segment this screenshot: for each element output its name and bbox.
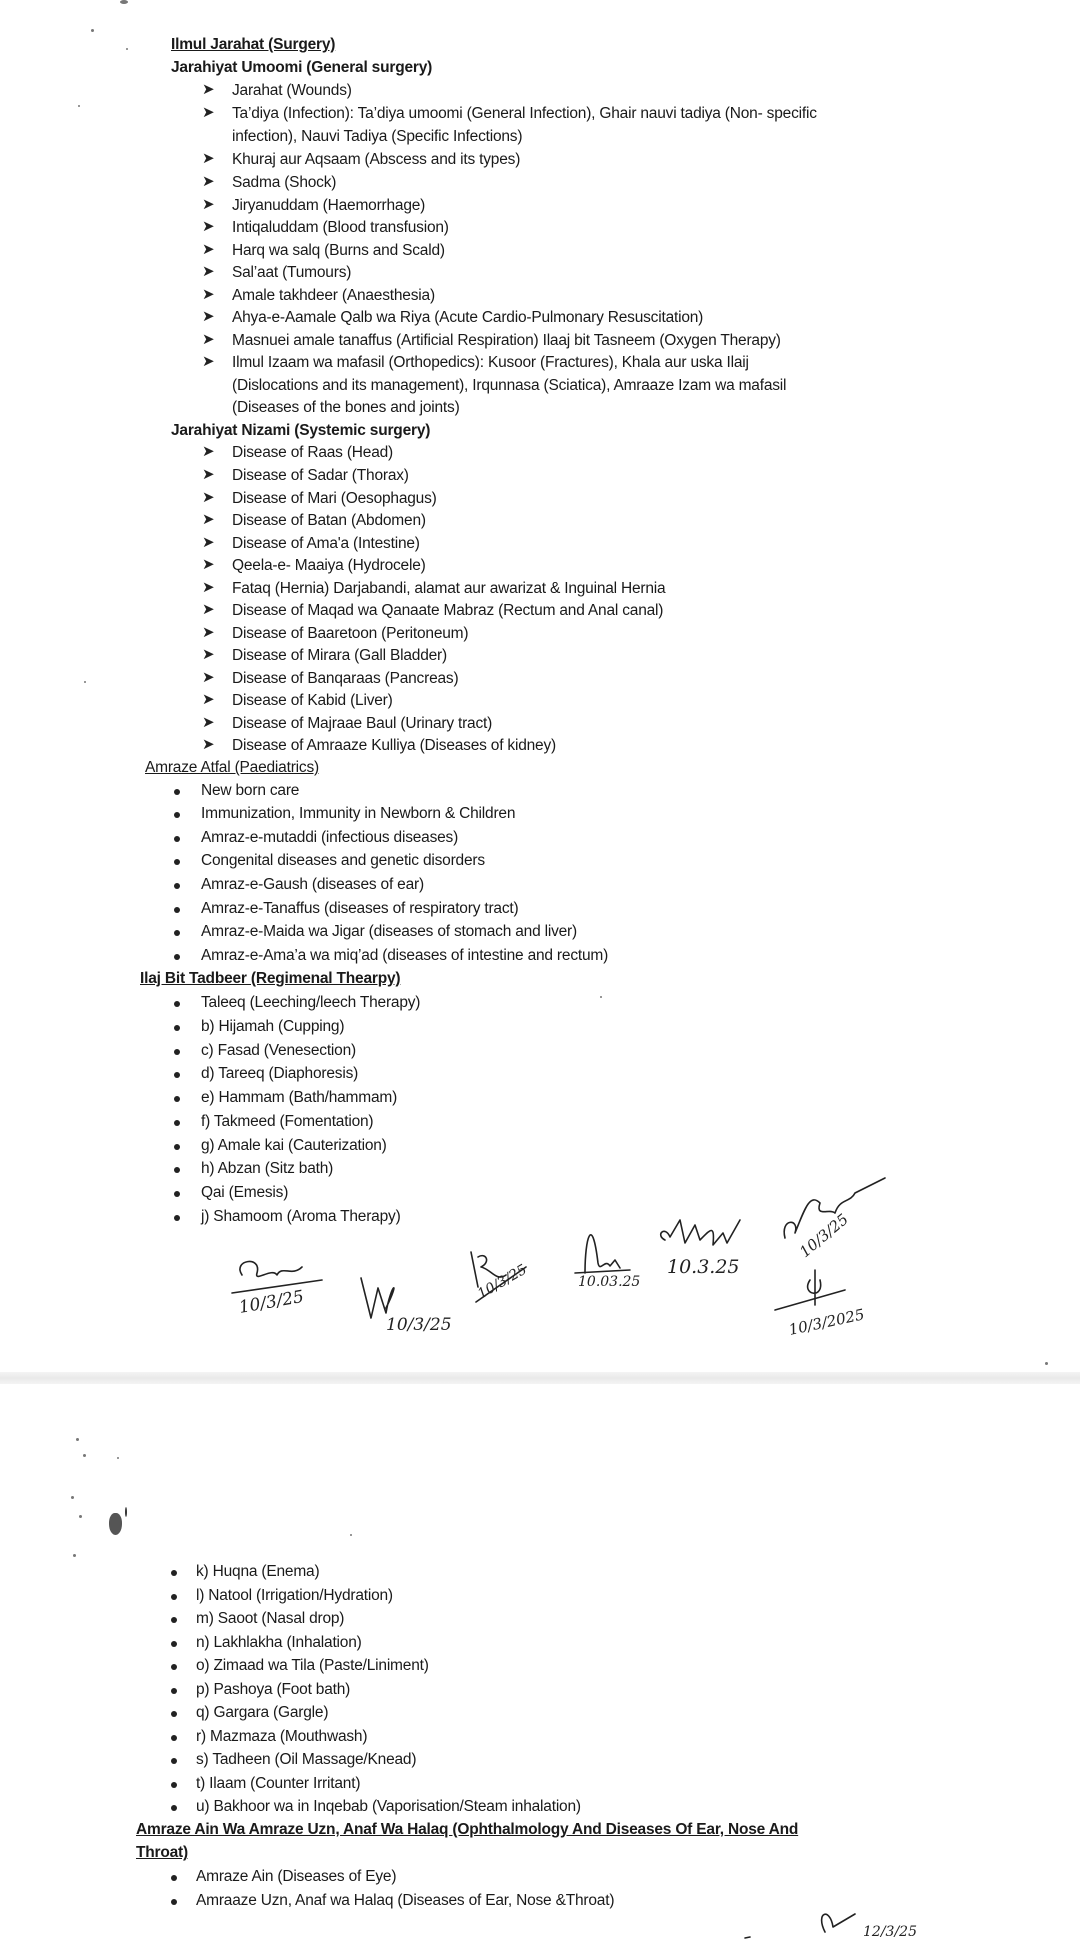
svg-text:10/3/25: 10/3/25 [237, 1286, 306, 1318]
list-item: Disease of Batan (Abdomen) [232, 512, 426, 529]
list-item: Ilmul Izaam wa mafasil (Orthopedics): Kusoor (Fractures), Khala aur uska Ilaij [232, 354, 749, 371]
bullet-dot-icon [174, 859, 180, 865]
bullet-dot-icon [171, 1782, 177, 1788]
list-item-continuation: (Diseases of the bones and joints) [232, 399, 460, 416]
section-title-paediatrics: Amraze Atfal (Paediatrics) [145, 759, 319, 776]
list-item-continuation: infection), Nauvi Tadiya (Specific Infections) [232, 128, 523, 145]
arrow-bullet-icon: ➤ [202, 736, 215, 753]
scan-speck [350, 1534, 352, 1536]
list-item: Qai (Emesis) [201, 1184, 289, 1201]
arrow-bullet-icon: ➤ [202, 173, 215, 190]
list-item: Disease of Sadar (Thorax) [232, 467, 409, 484]
bullet-dot-icon [174, 789, 180, 795]
arrow-bullet-icon: ➤ [202, 646, 215, 663]
list-item: Disease of Amraaze Kulliya (Diseases of kidney) [232, 737, 556, 754]
scan-speck [79, 1515, 82, 1518]
page-break-divider [0, 1372, 1080, 1384]
bullet-dot-icon [171, 1711, 177, 1717]
list-item: h) Abzan (Sitz bath) [201, 1160, 334, 1177]
bullet-dot-icon [171, 1875, 177, 1881]
subheading-systemic-surgery: Jarahiyat Nizami (Systemic surgery) [171, 422, 431, 439]
signature-1 [232, 1255, 332, 1330]
section-title-surgery: Ilmul Jarahat (Surgery) [171, 36, 336, 53]
arrow-bullet-icon: ➤ [202, 556, 215, 573]
list-item: r) Mazmaza (Mouthwash) [196, 1728, 368, 1745]
signature-2 [356, 1268, 456, 1338]
bullet-dot-icon [174, 1191, 180, 1197]
list-item: Amraz-e-Ama’a wa miq’ad (diseases of intestine and rectum) [201, 947, 609, 964]
arrow-bullet-icon: ➤ [202, 81, 215, 98]
arrow-bullet-icon: ➤ [202, 104, 215, 121]
list-item: Disease of Banqaraas (Pancreas) [232, 670, 459, 687]
list-item: p) Pashoya (Foot bath) [196, 1681, 351, 1698]
svg-text:10/3/25: 10/3/25 [475, 1261, 530, 1303]
scan-speck [71, 1496, 74, 1499]
subheading-general-surgery: Jarahiyat Umoomi (General surgery) [171, 59, 433, 76]
signature-7 [770, 1260, 890, 1345]
bullet-dot-icon [174, 1025, 180, 1031]
arrow-bullet-icon: ➤ [202, 263, 215, 280]
bullet-dot-icon [171, 1617, 177, 1623]
arrow-bullet-icon: ➤ [202, 196, 215, 213]
arrow-bullet-icon: ➤ [202, 241, 215, 258]
scan-speck [126, 48, 128, 50]
list-item: e) Hammam (Bath/hammam) [201, 1089, 398, 1106]
bullet-dot-icon [174, 812, 180, 818]
svg-text:10.03.25: 10.03.25 [578, 1274, 641, 1290]
section-title-ophthalmology-ent: Amraze Ain Wa Amraze Uzn, Anaf Wa Halaq (Ophthalmology And Diseases Of Ear, Nose And [136, 1821, 799, 1838]
bullet-dot-icon [174, 1167, 180, 1173]
bullet-dot-icon [171, 1570, 177, 1576]
list-item: s) Tadheen (Oil Massage/Knead) [196, 1751, 417, 1768]
signature-3 [466, 1247, 546, 1322]
list-item: Amraze Ain (Diseases of Eye) [196, 1868, 397, 1885]
bullet-dot-icon [174, 883, 180, 889]
list-item: o) Zimaad wa Tila (Paste/Liniment) [196, 1657, 429, 1674]
list-item: Amraaze Uzn, Anaf wa Halaq (Diseases of Ear, Nose &Throat) [196, 1892, 615, 1909]
scan-speck [83, 1454, 86, 1457]
arrow-bullet-icon: ➤ [202, 601, 215, 618]
bullet-dot-icon [171, 1899, 177, 1905]
list-item: Disease of Baaretoon (Peritoneum) [232, 625, 469, 642]
list-item: j) Shamoom (Aroma Therapy) [201, 1208, 401, 1225]
arrow-bullet-icon: ➤ [202, 691, 215, 708]
arrow-bullet-icon: ➤ [202, 286, 215, 303]
list-item: Ta’diya (Infection): Ta’diya umoomi (General Infection), Ghair nauvi tadiya (Non- specific [232, 105, 817, 122]
list-item: Congenital diseases and genetic disorders [201, 852, 485, 869]
scan-speck [84, 681, 86, 683]
signature-8 [745, 1902, 917, 1947]
bullet-dot-icon [174, 1049, 180, 1055]
list-item: Disease of Mari (Oesophagus) [232, 490, 437, 507]
signature-5 [655, 1215, 765, 1295]
bullet-dot-icon [174, 1144, 180, 1150]
bullet-dot-icon [171, 1735, 177, 1741]
arrow-bullet-icon: ➤ [202, 150, 215, 167]
list-item: Amraz-e-Maida wa Jigar (diseases of stomach and liver) [201, 923, 577, 940]
list-item: Sadma (Shock) [232, 174, 337, 191]
list-item: Disease of Maqad wa Qanaate Mabraz (Rectum and Anal canal) [232, 602, 664, 619]
bullet-dot-icon [171, 1688, 177, 1694]
list-item: d) Tareeq (Diaphoresis) [201, 1065, 359, 1082]
svg-text:10/3/25: 10/3/25 [386, 1315, 452, 1335]
list-item: n) Lakhlakha (Inhalation) [196, 1634, 362, 1651]
list-item: Fataq (Hernia) Darjabandi, alamat aur awarizat & Inguinal Hernia [232, 580, 666, 597]
list-item: k) Huqna (Enema) [196, 1563, 320, 1580]
list-item: Jarahat (Wounds) [232, 82, 352, 99]
list-item: f) Takmeed (Fomentation) [201, 1113, 374, 1130]
list-item: Amraz-e-Tanaffus (diseases of respiratory tract) [201, 900, 519, 917]
list-item: New born care [201, 782, 300, 799]
list-item: Khuraj aur Aqsaam (Abscess and its types) [232, 151, 521, 168]
arrow-bullet-icon: ➤ [202, 466, 215, 483]
list-item: Masnuei amale tanaffus (Artificial Respiration) Ilaaj bit Tasneem (Oxygen Therapy) [232, 332, 781, 349]
arrow-bullet-icon: ➤ [202, 353, 215, 370]
bullet-dot-icon [174, 1001, 180, 1007]
arrow-bullet-icon: ➤ [202, 579, 215, 596]
arrow-bullet-icon: ➤ [202, 489, 215, 506]
list-item: Harq wa salq (Burns and Scald) [232, 242, 445, 259]
bullet-dot-icon [174, 907, 180, 913]
svg-text:10/3/25: 10/3/25 [796, 1210, 852, 1262]
list-item: Amale takhdeer (Anaesthesia) [232, 287, 435, 304]
scan-speck [91, 29, 94, 32]
signature-4 [570, 1218, 660, 1298]
bullet-dot-icon [171, 1758, 177, 1764]
list-item: Sal’aat (Tumours) [232, 264, 352, 281]
list-item: u) Bakhoor wa in Inqebab (Vaporisation/Steam inhalation) [196, 1798, 581, 1815]
list-item: q) Gargara (Gargle) [196, 1704, 329, 1721]
list-item: Disease of Mirara (Gall Bladder) [232, 647, 447, 664]
list-item: Qeela-e- Maaiya (Hydrocele) [232, 557, 426, 574]
arrow-bullet-icon: ➤ [202, 443, 215, 460]
scan-speck [120, 0, 128, 4]
list-item: Jiryanuddam (Haemorrhage) [232, 197, 426, 214]
list-item-continuation: (Dislocations and its management), Irqunnasa (Sciatica), Amraaze Izam wa mafasil [232, 377, 787, 394]
arrow-bullet-icon: ➤ [202, 714, 215, 731]
list-item: Amraz-e-Gaush (diseases of ear) [201, 876, 424, 893]
svg-text:12/3/25: 12/3/25 [863, 1924, 917, 1940]
list-item: Disease of Majraae Baul (Urinary tract) [232, 715, 493, 732]
bullet-dot-icon [171, 1805, 177, 1811]
arrow-bullet-icon: ➤ [202, 218, 215, 235]
scan-speck [78, 105, 80, 107]
bullet-dot-icon [171, 1664, 177, 1670]
ink-blot [109, 1513, 122, 1535]
scan-speck [76, 1438, 79, 1441]
list-item: l) Natool (Irrigation/Hydration) [196, 1587, 393, 1604]
list-item: Disease of Kabid (Liver) [232, 692, 393, 709]
bullet-dot-icon [174, 836, 180, 842]
scan-speck [125, 1507, 127, 1517]
list-item: g) Amale kai (Cauterization) [201, 1137, 387, 1154]
bullet-dot-icon [174, 1215, 180, 1221]
list-item: Disease of Raas (Head) [232, 444, 394, 461]
arrow-bullet-icon: ➤ [202, 511, 215, 528]
document-page-2 [0, 1384, 1080, 1940]
list-item: b) Hijamah (Cupping) [201, 1018, 345, 1035]
svg-text:10.3.25: 10.3.25 [667, 1256, 740, 1278]
arrow-bullet-icon: ➤ [202, 669, 215, 686]
bullet-dot-icon [174, 1120, 180, 1126]
scan-speck [600, 996, 602, 998]
arrow-bullet-icon: ➤ [202, 331, 215, 348]
bullet-dot-icon [174, 954, 180, 960]
list-item: Immunization, Immunity in Newborn & Children [201, 805, 516, 822]
bullet-dot-icon [171, 1641, 177, 1647]
list-item: t) Ilaam (Counter Irritant) [196, 1775, 361, 1792]
arrow-bullet-icon: ➤ [202, 534, 215, 551]
arrow-bullet-icon: ➤ [202, 308, 215, 325]
bullet-dot-icon [174, 1096, 180, 1102]
scan-speck [117, 1457, 119, 1459]
svg-text:10/3/2025: 10/3/2025 [787, 1305, 867, 1339]
list-item: Amraz-e-mutaddi (infectious diseases) [201, 829, 459, 846]
scan-speck [1045, 1362, 1048, 1365]
scan-speck [73, 1554, 76, 1557]
list-item: Intiqaluddam (Blood transfusion) [232, 219, 449, 236]
section-title-regimenal-therapy: Ilaj Bit Tadbeer (Regimenal Thearpy) [140, 970, 401, 987]
arrow-bullet-icon: ➤ [202, 624, 215, 641]
bullet-dot-icon [174, 930, 180, 936]
list-item: Disease of Ama'a (Intestine) [232, 535, 420, 552]
list-item: c) Fasad (Venesection) [201, 1042, 356, 1059]
section-title-ophthalmology-ent-cont: Throat) [136, 1844, 188, 1861]
bullet-dot-icon [174, 1072, 180, 1078]
list-item: Taleeq (Leeching/leech Therapy) [201, 994, 421, 1011]
list-item: Ahya-e-Aamale Qalb wa Riya (Acute Cardio-Pulmonary Resuscitation) [232, 309, 704, 326]
list-item: m) Saoot (Nasal drop) [196, 1610, 345, 1627]
signature-6 [775, 1178, 895, 1268]
bullet-dot-icon [171, 1594, 177, 1600]
